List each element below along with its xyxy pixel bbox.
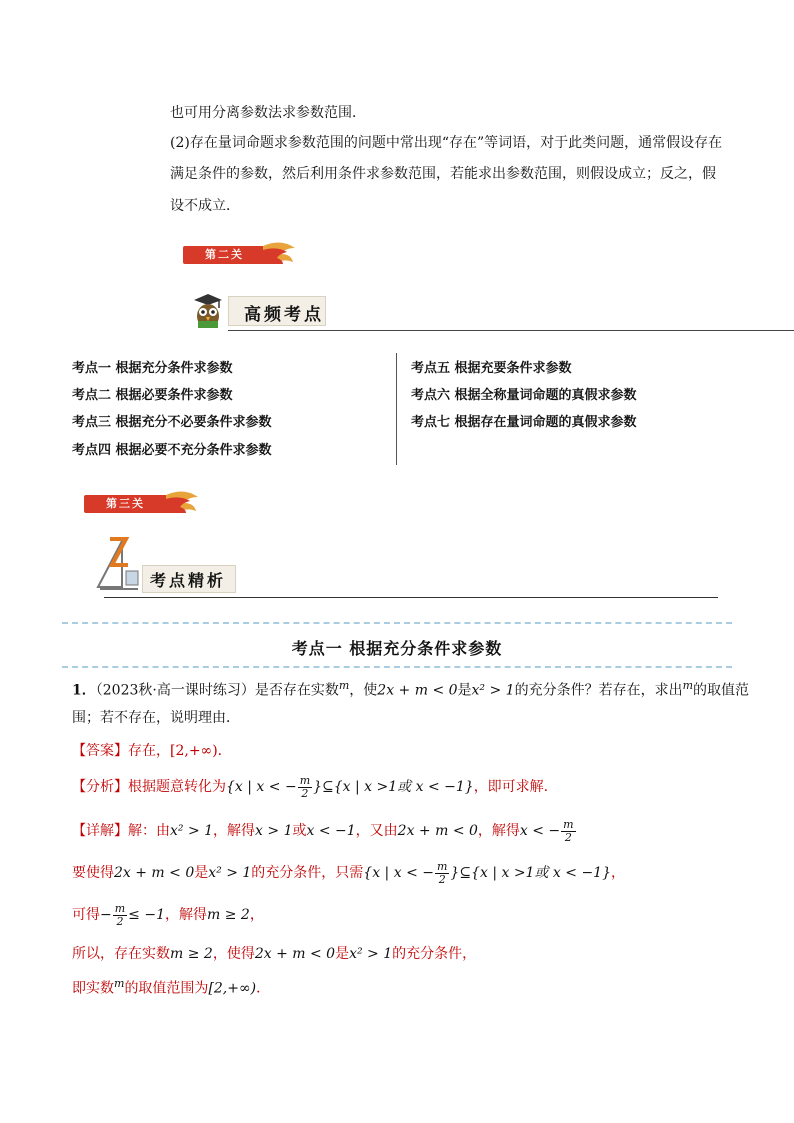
high-frequency-title: 高频考点 <box>244 305 324 325</box>
level-2-label: 第二关 <box>205 248 244 261</box>
detail-line-3: 可得− $\frac{m}{2}$ ≤ −1，解得m ≥ 2， <box>72 901 264 928</box>
problem-source: （2023秋·高一课时练习） <box>95 682 255 699</box>
math-condition-a: 2x + m < 0 <box>377 682 458 699</box>
detail-tag: 【详解】 <box>72 823 128 839</box>
intro-line-2: (2)存在量词命题求参数范围的问题中常出现“存在”等词语，对于此类问题，通常假设存在 <box>170 135 723 151</box>
intro-line-4: 设不成立． <box>170 198 240 214</box>
topic-title: 考点一 根据充分条件求参数 <box>291 639 503 658</box>
analysis-text: 根据题意转化为 <box>128 779 226 795</box>
answer-text: 存在，[2,+∞)． <box>128 743 232 759</box>
problem-number: 1． <box>72 682 96 699</box>
problem-line-1 <box>72 676 749 701</box>
level-3-label: 第三关 <box>106 497 145 510</box>
problem-text: 的取值范 <box>693 682 750 699</box>
kaodian-item-3: 考点三 根据充分不必要条件求参数 <box>72 415 272 430</box>
answer-tag: 【答案】 <box>72 743 128 759</box>
analysis-tag: 【分析】 <box>72 779 128 795</box>
owl-scholar-icon <box>192 292 224 330</box>
problem-text: ，使 <box>349 682 378 699</box>
analysis-text: ，即可求解. <box>473 779 549 795</box>
math-m: m <box>682 679 694 692</box>
intro-line-3: 满足条件的参数，然后利用条件求参数范围，若能求出参数范围，则假设成立；反之，假 <box>170 166 716 182</box>
detail-analysis-title: 考点精析 <box>150 571 227 590</box>
problem-text: 的充分条件？若存在，求出 <box>514 682 683 699</box>
detail-line-5: 即实数$^m$的取值范围为[2,+∞)． <box>72 977 271 997</box>
math-set: {x | x < − <box>226 779 297 795</box>
kaodian-item-1: 考点一 根据充分条件求参数 <box>72 361 233 376</box>
flame-decoration-icon <box>164 489 204 519</box>
detail-line-4: 所以，存在实数m ≥ 2，使得2x + m < 0是x² > 1的充分条件， <box>72 946 477 962</box>
level-3-banner <box>84 493 204 515</box>
fraction-m-over-2: $\frac{m}{2}$ <box>299 773 311 800</box>
dashed-separator-bottom <box>62 666 732 668</box>
kaodian-item-2: 考点二 根据必要条件求参数 <box>72 388 233 403</box>
answer-line <box>72 741 232 761</box>
intro-line-1: 也可用分离参数法求参数范围． <box>170 105 366 121</box>
level-2-banner <box>183 244 303 266</box>
kaodian-item-5: 考点五 根据充要条件求参数 <box>411 361 572 376</box>
analysis-line <box>72 774 548 800</box>
math-m: m <box>338 679 350 692</box>
fraction-m-over-2: $\frac{m}{2}$ <box>563 817 574 844</box>
kaodian-item-7: 考点七 根据存在量词命题的真假求参数 <box>411 415 637 430</box>
detail-line-2: 要使得2x + m < 0是x² > 1的充分条件，只需{x | x < − $\frac{m}{2}$ }⊆{x | x >1或 x < −1}， <box>72 859 625 886</box>
kaodian-item-6: 考点六 根据全称量词命题的真假求参数 <box>411 388 637 403</box>
kaodian-item-4: 考点四 根据必要不充分条件求参数 <box>72 443 272 458</box>
problem-text: 是否存在实数 <box>254 682 339 699</box>
math-condition-b: x² > 1 <box>471 682 515 699</box>
problem-line-2: 围；若不存在，说明理由． <box>72 710 240 726</box>
detail-analysis-header <box>92 535 722 601</box>
dashed-separator-top <box>62 622 732 624</box>
math-set: }⊆{x | x >1或 x < −1} <box>313 779 474 795</box>
problem-text: 是 <box>457 682 472 699</box>
fraction-m-over-2: $\frac{m}{2}$ <box>114 901 126 928</box>
flame-decoration-icon <box>261 240 301 270</box>
kaodian-divider <box>396 353 397 465</box>
detail-line-1: 【详解】解：由x² > 1，解得x > 1或x < −1，又由2x + m < 0，解得x < − $\frac{m}{2}$ <box>72 817 574 844</box>
ruler-compass-icon <box>92 535 144 593</box>
high-frequency-header <box>192 292 794 334</box>
fraction-m-over-2: $\frac{m}{2}$ <box>436 859 448 886</box>
